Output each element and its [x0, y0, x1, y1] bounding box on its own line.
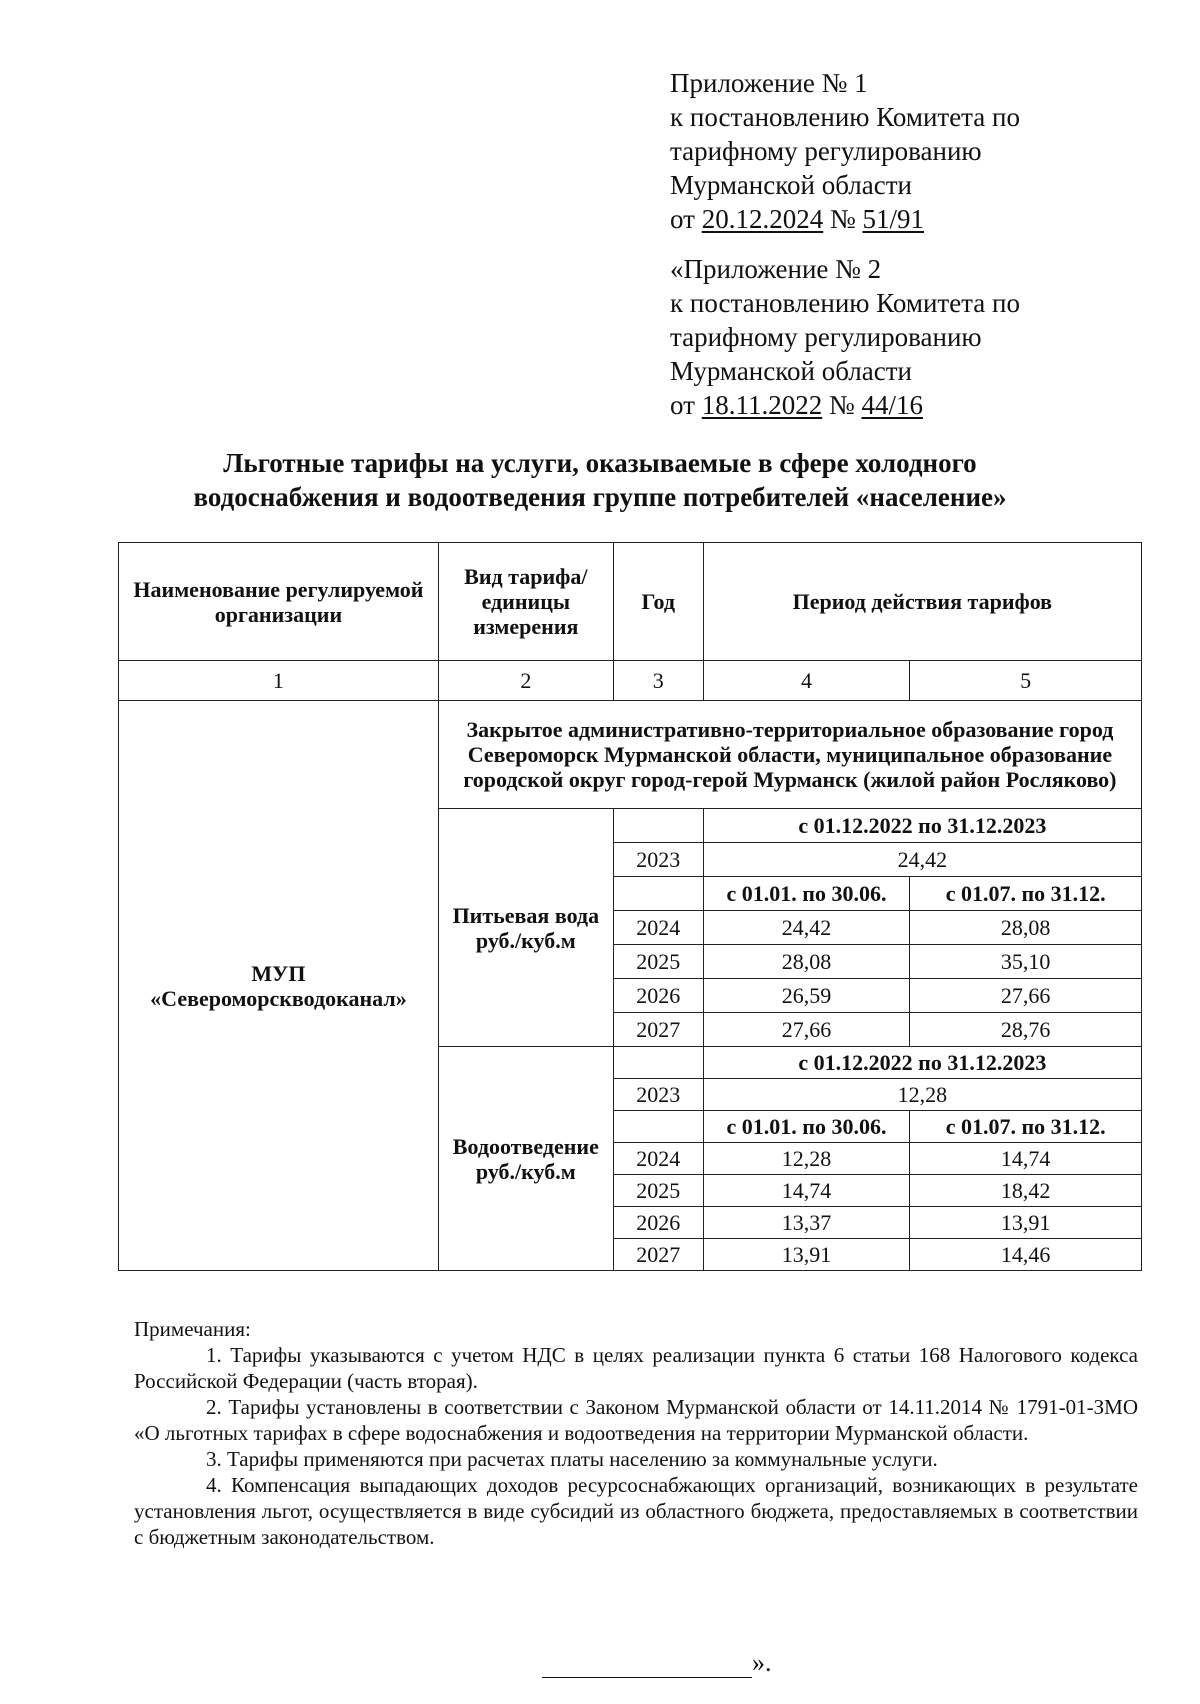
- appendix-2-line1: «Приложение № 2: [670, 254, 882, 284]
- note-item-2: 2. Тарифы установлены в соответствии с Законом Мурманской области от 14.11.2014 № 1791-01-ЗМО «О льготных тарифах в сфере водоснабжения и водоотведения на территории Мурманской области.: [134, 1395, 1138, 1445]
- territory-row: [119, 701, 1142, 809]
- sewer-year-2023: 2023: [613, 1079, 703, 1111]
- sewer-period-2023: с 01.12.2022 по 31.12.2023: [703, 1047, 1141, 1079]
- sewer-half1-header: с 01.01. по 30.06.: [703, 1111, 910, 1143]
- closing-underline: [542, 1655, 752, 1678]
- closing-mark: [542, 1648, 772, 1678]
- sewer-half2-header: с 01.07. по 31.12.: [910, 1111, 1142, 1143]
- document-title: [100, 446, 1100, 514]
- appendix-1-no: №: [829, 204, 856, 234]
- water-empty-year: [613, 809, 703, 843]
- water-half2-header: с 01.07. по 31.12.: [910, 877, 1142, 911]
- sewer-year: 2025: [613, 1175, 703, 1207]
- col-number-5: 5: [910, 661, 1142, 701]
- column-number-row: [119, 661, 1142, 701]
- sewer-empty-year-2: [613, 1111, 703, 1143]
- note-item-4: 4. Компенсация выпадающих доходов ресурсоснабжающих организаций, возникающих в результате установления льгот, осуществляется в виде субсидий из областного бюджета, предоставляемых в соответствии с бюджетным законодательством.: [134, 1473, 1138, 1549]
- sewer-h1-value: 14,74: [703, 1175, 910, 1207]
- col-number-2: 2: [438, 661, 613, 701]
- col-number-1: 1: [119, 661, 439, 701]
- appendix-2-date: 18.11.2022: [701, 390, 823, 420]
- appendix-2-line4: Мурманской области: [670, 356, 912, 386]
- water-empty-year-2: [613, 877, 703, 911]
- water-year-2023: 2023: [613, 843, 703, 877]
- notes-heading: Примечания:: [134, 1317, 251, 1341]
- sewer-year: 2027: [613, 1239, 703, 1271]
- water-year: 2026: [613, 979, 703, 1013]
- sewer-h2-value: 13,91: [910, 1207, 1142, 1239]
- appendix-2-date-line: [670, 388, 1150, 422]
- document-title-line1: Льготные тарифы на услуги, оказываемые в сфере холодного: [223, 448, 977, 478]
- header-org: Наименование регулируемой организации: [119, 543, 439, 661]
- appendix-1-date-line: [670, 202, 1150, 236]
- water-value-2023: 24,42: [703, 843, 1141, 877]
- water-h1-value: 27,66: [703, 1013, 910, 1047]
- note-item-1: 1. Тарифы указываются с учетом НДС в целях реализации пункта 6 статьи 168 Налогового кодекса Российской Федерации (часть вторая).: [134, 1343, 1138, 1393]
- document-title-line2: водоснабжения и водоотведения группе потребителей «население»: [193, 482, 1007, 512]
- sewer-value-2023: 12,28: [703, 1079, 1141, 1111]
- water-year: 2027: [613, 1013, 703, 1047]
- appendix-2-no: №: [828, 390, 855, 420]
- appendix-1-line3: тарифному регулированию: [670, 136, 982, 166]
- sewer-h2-value: 14,74: [910, 1143, 1142, 1175]
- sewer-year: 2024: [613, 1143, 703, 1175]
- water-year: 2024: [613, 911, 703, 945]
- notes-block: [134, 1316, 1138, 1550]
- header-type: Вид тарифа/единицы измерения: [438, 543, 613, 661]
- water-year: 2025: [613, 945, 703, 979]
- sewer-h1-value: 13,91: [703, 1239, 910, 1271]
- territory-cell: Закрытое административно-территориальное образование город Североморск Мурманской области, муниципальное образование городской округ город-герой Мурманск (жилой район Росляково): [438, 701, 1141, 809]
- tariff-table: [118, 542, 1142, 1271]
- header-period: Период действия тарифов: [703, 543, 1141, 661]
- appendix-2-from: от: [670, 390, 695, 420]
- appendix-1-line1: Приложение № 1: [670, 68, 868, 98]
- header-year: Год: [613, 543, 703, 661]
- sewer-h1-value: 12,28: [703, 1143, 910, 1175]
- water-h1-value: 28,08: [703, 945, 910, 979]
- water-h2-value: 27,66: [910, 979, 1142, 1013]
- water-h1-value: 26,59: [703, 979, 910, 1013]
- closing-quote: ».: [752, 1648, 772, 1677]
- appendix-2-number: 44/16: [861, 390, 923, 420]
- sewer-empty-year: [613, 1047, 703, 1079]
- sewer-year: 2026: [613, 1207, 703, 1239]
- appendix-2-line2: к постановлению Комитета по: [670, 288, 1020, 318]
- sewer-h1-value: 13,37: [703, 1207, 910, 1239]
- water-h2-value: 28,08: [910, 911, 1142, 945]
- sewer-h2-value: 14,46: [910, 1239, 1142, 1271]
- header-row: [119, 543, 1142, 661]
- appendix-1-number: 51/91: [862, 204, 924, 234]
- appendix-1-from: от: [670, 204, 695, 234]
- water-h2-value: 28,76: [910, 1013, 1142, 1047]
- organization-cell: МУП «Североморскводоканал»: [119, 701, 439, 1271]
- col-number-4: 4: [703, 661, 910, 701]
- sewer-service-cell: Водоотведение руб./куб.м: [438, 1047, 613, 1271]
- water-period-2023: с 01.12.2022 по 31.12.2023: [703, 809, 1141, 843]
- appendix-1-line4: Мурманской области: [670, 170, 912, 200]
- sewer-h2-value: 18,42: [910, 1175, 1142, 1207]
- col-number-3: 3: [613, 661, 703, 701]
- water-half1-header: с 01.01. по 30.06.: [703, 877, 910, 911]
- appendix-2-block: [670, 252, 1150, 422]
- appendix-2-line3: тарифному регулированию: [670, 322, 982, 352]
- appendix-1-block: [670, 66, 1150, 236]
- water-h1-value: 24,42: [703, 911, 910, 945]
- appendix-1-line2: к постановлению Комитета по: [670, 102, 1020, 132]
- water-service-cell: Питьевая вода руб./куб.м: [438, 809, 613, 1047]
- note-item-3: 3. Тарифы применяются при расчетах платы населению за коммунальные услуги.: [206, 1447, 938, 1471]
- appendix-1-date: 20.12.2024: [701, 204, 824, 234]
- water-h2-value: 35,10: [910, 945, 1142, 979]
